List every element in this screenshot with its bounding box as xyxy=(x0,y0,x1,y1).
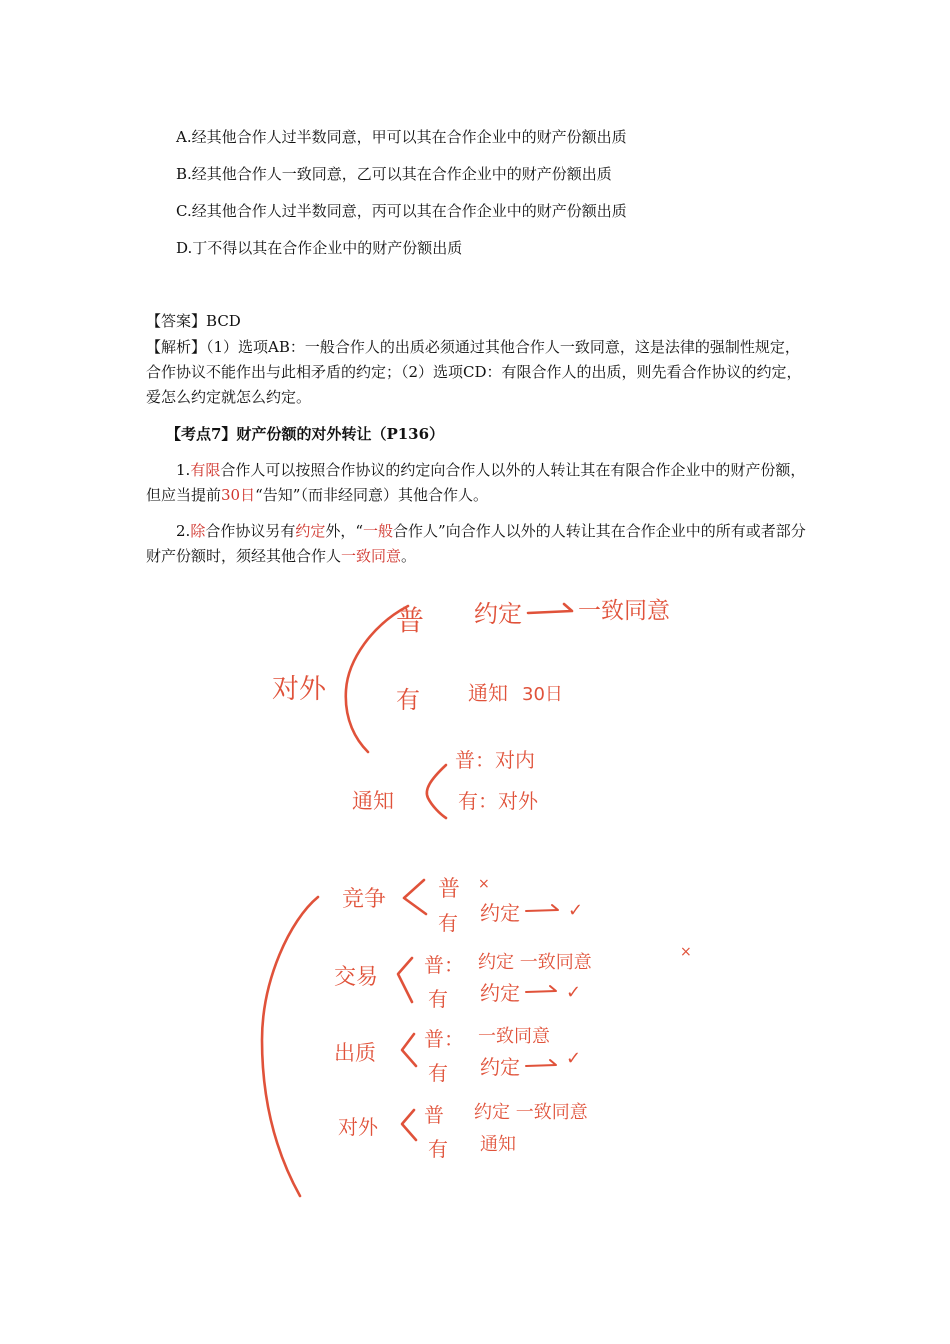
sketch1-you: 有 xyxy=(396,686,420,714)
answer-label: 【答案】 xyxy=(146,312,207,330)
point-2-red-2: 约定 xyxy=(295,522,326,540)
sketch2-row1-you-mark: ✓ xyxy=(568,900,584,921)
sketch2-row1-label: 竞争 xyxy=(342,887,387,912)
point-2-red-3: 一般 xyxy=(363,522,394,540)
point-2-red-4: 一致同意 xyxy=(341,547,402,565)
sketch2-row2-arrow xyxy=(526,986,556,992)
option-b: B.经其他合作人一致同意，乙可以其在合作企业中的财产份额出质 xyxy=(176,165,612,183)
point-2-text-4: 。 xyxy=(401,547,417,565)
option-d: D.丁不得以其在合作企业中的财产份额出质 xyxy=(176,239,463,257)
section-title: 【考点7】财产份额的对外转让（P136） xyxy=(166,425,445,443)
sketch2-row1-pu-mark: × xyxy=(478,876,490,892)
sketch2-row3-pu-rule: 一致同意 xyxy=(478,1026,550,1047)
sketch2-row1-you-rule: 约定 xyxy=(480,901,520,925)
sketch1-notice-pu: 普：对内 xyxy=(455,748,535,772)
sketch1-pu-rule: 约定 xyxy=(474,600,522,628)
sketch2-row4-pu-rule: 约定 一致同意 xyxy=(474,1102,588,1123)
sketch2-row3-arrow xyxy=(526,1060,556,1066)
option-a: A.经其他合作人过半数同意，甲可以其在合作企业中的财产份额出质 xyxy=(176,128,627,146)
point-2-text-3: 合作人”向合作人以外的人转让其在合作企业中的所有或者部分财产份额时，须经其他合作人 xyxy=(146,522,806,565)
sketch-comparison xyxy=(262,876,692,1196)
sketch2-big-brace xyxy=(262,897,318,1196)
sketch1-you-rule: 通知 xyxy=(468,681,508,705)
sketch2-row4-pu: 普 xyxy=(424,1103,444,1127)
sketch2-row2-pu: 普： xyxy=(424,953,464,977)
sketch2-row4-label: 对外 xyxy=(338,1115,378,1139)
point-2-red-1: 除 xyxy=(190,522,206,540)
sketch2-row4-you: 有 xyxy=(428,1137,448,1161)
sketch2-row2-you-rule: 约定 xyxy=(480,981,520,1005)
point-1-red-2: 30日 xyxy=(221,486,256,504)
sketch-transfer-outside xyxy=(272,598,670,818)
analysis-text: （1）选项AB：一般合作人的出质必须通过其他合作人一致同意，这是法律的强制性规定，合作协议不能作出与此相矛盾的约定；（2）选项CD：有限合作人的出质，则先看合作协议的约定，爱怎么约定就怎么约定。 xyxy=(146,338,802,406)
sketch2-row1-bracket xyxy=(404,880,426,914)
sketch1-root: 对外 xyxy=(272,674,326,705)
sketch2-row1-arrow xyxy=(526,905,558,911)
sketch2-row3-label: 出质 xyxy=(334,1041,376,1065)
sketch1-notice: 通知 xyxy=(352,789,394,813)
sketch1-pu-arrow xyxy=(528,604,572,613)
sketch2-row2-bracket xyxy=(398,958,412,1002)
answer-value: BCD xyxy=(206,312,241,330)
point-1-text-2: “告知”（而非经同意）其他合作人。 xyxy=(255,486,488,504)
sketch1-notice-you: 有：对外 xyxy=(458,789,538,813)
sketch2-row4-you-rule: 通知 xyxy=(480,1134,516,1155)
option-c: C.经其他合作人过半数同意，丙可以其在合作企业中的财产份额出质 xyxy=(176,202,627,220)
sketch2-row2-label: 交易 xyxy=(334,965,379,990)
sketch2-row2-pu-rule: 约定 一致同意 xyxy=(478,952,592,973)
sketch2-row3-you-mark: ✓ xyxy=(566,1048,582,1069)
point-1-text-1: 合作人可以按照合作协议的约定向合作人以外的人转让其在有限合作企业中的财产份额，但应当提前 xyxy=(146,461,806,504)
sketch2-row1-you: 有 xyxy=(438,911,458,935)
point-2-text-1: 合作协议另有 xyxy=(205,522,296,540)
sketch2-row3-bracket xyxy=(402,1034,416,1066)
sketch1-you-days: 30日 xyxy=(522,684,563,705)
sketch2-row3-pu: 普： xyxy=(424,1027,464,1051)
sketch1-pu: 普 xyxy=(396,604,425,637)
sketch2-row2-you: 有 xyxy=(428,987,448,1011)
point-2-text-2: 外，“ xyxy=(325,522,364,540)
point-2-number: 2. xyxy=(176,522,191,540)
sketch1-pu-result: 一致同意 xyxy=(578,598,670,624)
point-1-number: 1. xyxy=(176,461,191,479)
sketch1-notice-brace xyxy=(427,765,446,818)
point-1-red-1: 有限 xyxy=(190,461,221,479)
analysis-label: 【解析】 xyxy=(146,338,207,356)
sketch2-row2-pu-mark: × xyxy=(680,944,692,960)
sketch2-row1-pu: 普 xyxy=(438,877,461,902)
sketch2-row3-you-rule: 约定 xyxy=(480,1055,520,1079)
sketch2-row3-you: 有 xyxy=(428,1061,448,1085)
sketch2-row2-you-mark: ✓ xyxy=(566,982,582,1003)
sketch2-row4-bracket xyxy=(402,1110,416,1140)
